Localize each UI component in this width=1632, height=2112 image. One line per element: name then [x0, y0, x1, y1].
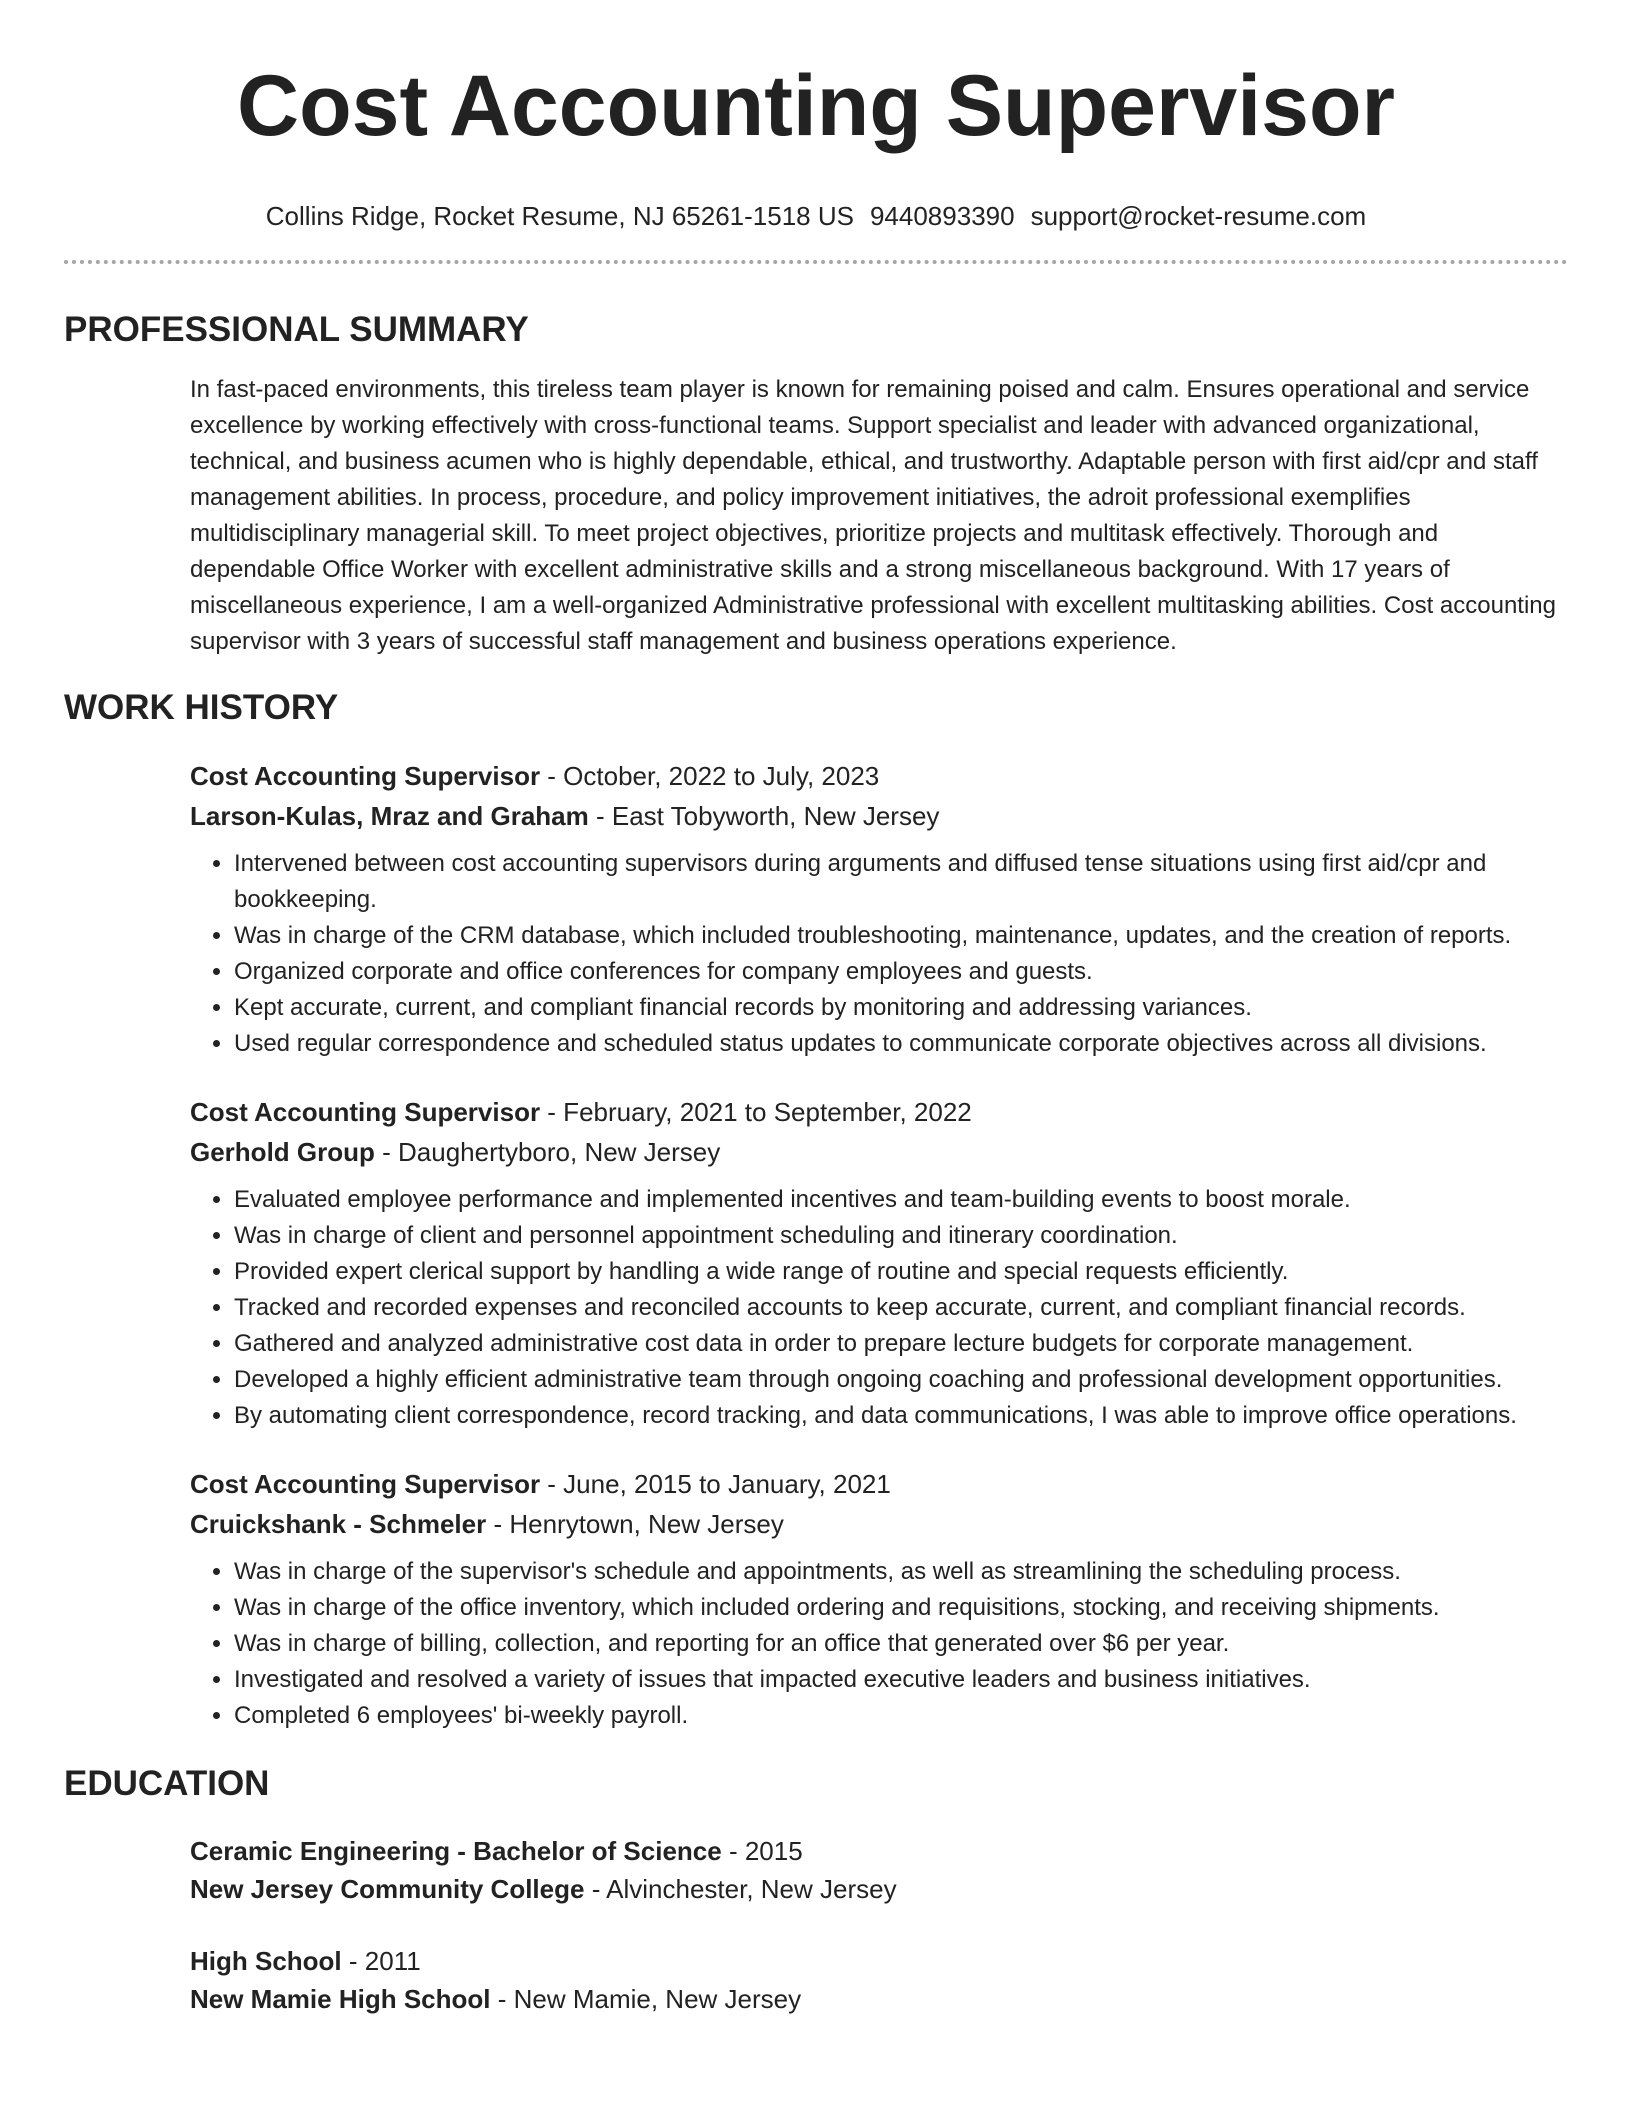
education-location: - Alvinchester, New Jersey: [584, 1874, 897, 1904]
job-bullet: • Provided expert clerical support by handling a wide range of routine and special requests efficiently.: [234, 1254, 1564, 1290]
job-company: Gerhold Group: [190, 1137, 375, 1167]
education-location: - New Mamie, New Jersey: [490, 1984, 802, 2014]
section-title-summary: PROFESSIONAL SUMMARY: [64, 310, 529, 349]
job-dates: - October, 2022 to July, 2023: [540, 761, 880, 791]
education-school: New Jersey Community College: [190, 1874, 585, 1904]
header-divider: [64, 260, 1568, 264]
job-bullet: • Was in charge of billing, collection, and reporting for an office that generated over $6 per year.: [234, 1626, 1564, 1662]
job-role-line: [190, 756, 1564, 796]
job-bullets: [190, 1182, 1564, 1434]
job-company-line: [190, 1504, 1564, 1544]
job-bullet: • Developed a highly efficient administrative team through ongoing coaching and professional development opportunities.: [234, 1362, 1564, 1398]
job-dates: - June, 2015 to January, 2021: [540, 1469, 891, 1499]
job-role: Cost Accounting Supervisor: [190, 1469, 541, 1499]
job-bullet: • By automating client correspondence, record tracking, and data communications, I was able to improve office operations.: [234, 1398, 1564, 1434]
job-location: - Daughertyboro, New Jersey: [374, 1137, 721, 1167]
job-entry: [190, 1464, 1564, 1734]
job-bullet: • Evaluated employee performance and implemented incentives and team-building events to boost morale.: [234, 1182, 1564, 1218]
education-entry: [190, 1832, 1564, 1908]
education-school-line: [190, 1870, 1564, 1908]
job-role-line: [190, 1092, 1564, 1132]
job-bullet: • Organized corporate and office conferences for company employees and guests.: [234, 954, 1564, 990]
contact-phone: 9440893390: [869, 201, 1015, 231]
job-dates: - February, 2021 to September, 2022: [540, 1097, 972, 1127]
job-role-line: [190, 1464, 1564, 1504]
job-bullet: • Tracked and recorded expenses and reconciled accounts to keep accurate, current, and compliant financial records.: [234, 1290, 1564, 1326]
job-bullet: • Kept accurate, current, and compliant financial records by monitoring and addressing variances.: [234, 990, 1564, 1026]
education-year: - 2011: [341, 1946, 421, 1976]
resume-name: Cost Accounting Supervisor: [237, 58, 1395, 154]
education-school-line: [190, 1980, 1564, 2018]
job-bullet: • Completed 6 employees' bi-weekly payroll.: [234, 1698, 1564, 1734]
job-bullet: • Was in charge of client and personnel appointment scheduling and itinerary coordination.: [234, 1218, 1564, 1254]
job-entry: [190, 756, 1564, 1062]
contact-address: Collins Ridge, Rocket Resume, NJ 65261-1518 US: [265, 201, 854, 231]
contact-email: support@rocket-resume.com: [1030, 201, 1367, 231]
job-bullet: • Was in charge of the supervisor's schedule and appointments, as well as streamlining the scheduling process.: [234, 1554, 1564, 1590]
education-degree: High School: [190, 1946, 342, 1976]
job-company: Larson-Kulas, Mraz and Graham: [190, 801, 589, 831]
job-bullet: • Used regular correspondence and scheduled status updates to communicate corporate objectives across all divisions.: [234, 1026, 1564, 1062]
education-entry: [190, 1942, 1564, 2018]
education-school: New Mamie High School: [190, 1984, 491, 2014]
job-bullet: • Intervened between cost accounting supervisors during arguments and diffused tense situations using first aid/cpr and bookkeeping.: [234, 846, 1564, 918]
job-bullet: • Was in charge of the CRM database, which included troubleshooting, maintenance, updates, and the creation of reports.: [234, 918, 1564, 954]
job-company-line: [190, 1132, 1564, 1172]
job-role: Cost Accounting Supervisor: [190, 1097, 541, 1127]
job-bullets: [190, 1554, 1564, 1734]
job-location: - Henrytown, New Jersey: [486, 1509, 784, 1539]
education-degree-line: [190, 1942, 1564, 1980]
section-title-work-history: WORK HISTORY: [64, 688, 339, 727]
job-company: Cruickshank - Schmeler: [190, 1509, 487, 1539]
job-bullet: • Was in charge of the office inventory, which included ordering and requisitions, stocking, and receiving shipments.: [234, 1590, 1564, 1626]
education-degree: Ceramic Engineering - Bachelor of Science: [190, 1836, 722, 1866]
contact-line: [64, 198, 1568, 234]
education-list: [190, 1832, 1564, 2018]
summary-text: In fast-paced environments, this tireless team player is known for remaining poised and calm. Ensures operational and service excellence by working effectively with cross-functional teams. Support specialist and leader with advanced organizational, technical, and business acumen who is highly dependable, ethical, and trustworthy. Adaptable person with first aid/cpr and staff management abilities. In process, procedure, and policy improvement initiatives, the adroit professional exemplifies multidisciplinary managerial skill. To meet project objectives, prioritize projects and multitask effectively. Thorough and dependable Office Worker with excellent administrative skills and a strong miscellaneous background. With 17 years of miscellaneous experience, I am a well-organized Administrative professional with excellent multitasking abilities. Cost accounting supervisor with 3 years of successful staff management and business operations experience.: [190, 376, 1556, 655]
job-bullet: • Gathered and analyzed administrative cost data in order to prepare lecture budgets for corporate management.: [234, 1326, 1564, 1362]
job-bullet: • Investigated and resolved a variety of issues that impacted executive leaders and business initiatives.: [234, 1662, 1564, 1698]
job-location: - East Tobyworth, New Jersey: [588, 801, 940, 831]
job-entry: [190, 1092, 1564, 1434]
work-history-list: [190, 756, 1564, 1734]
section-title-education: EDUCATION: [64, 1764, 270, 1803]
job-role: Cost Accounting Supervisor: [190, 761, 541, 791]
education-year: - 2015: [721, 1836, 803, 1866]
education-degree-line: [190, 1832, 1564, 1870]
job-company-line: [190, 796, 1564, 836]
job-bullets: [190, 846, 1564, 1062]
